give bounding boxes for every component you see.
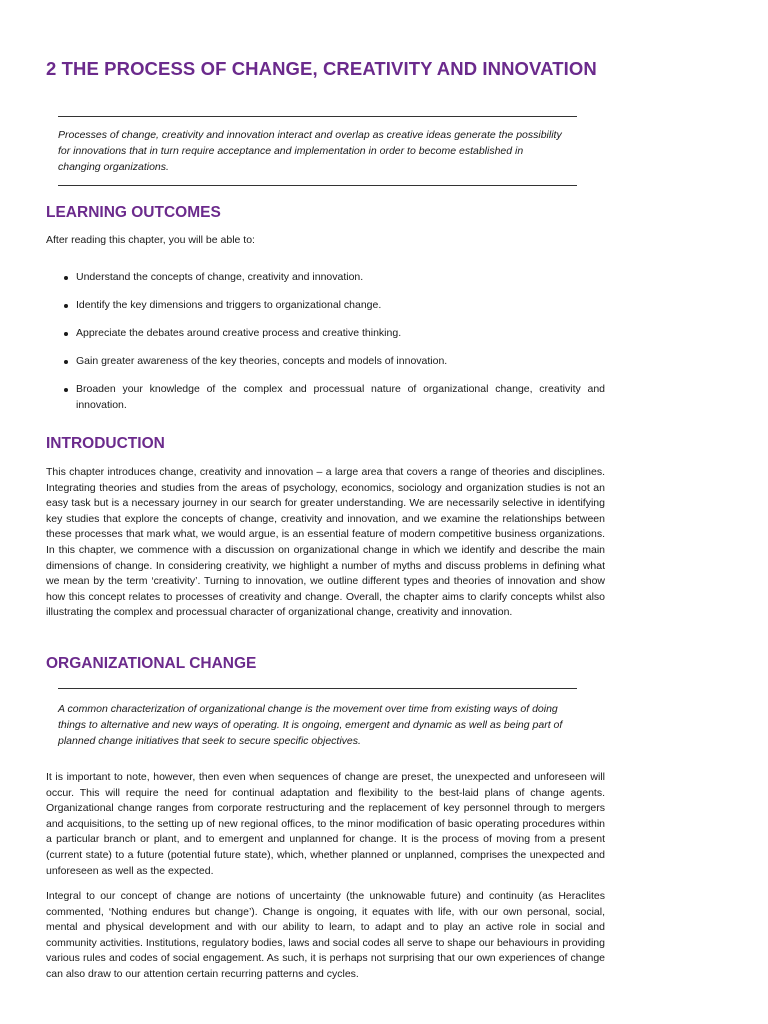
organizational-change-paragraph-1: It is important to note, however, then even when sequences of change are preset, the unexpected and unforeseen will occur. This will require the need for continual adaptation and flexibility to the best-laid plans of change agents. Organizational change ranges from corporate restructuring and the replacement of key personnel through to mergers and acquisitions, to the setting up of new regional offices, to the minor modification of basic operating procedures within a particular branch or plant, and to emergent and unplanned for change. It is the process of moving from a present (current state) to a future (potential future state), which, whether planned or unplanned, comprises the unexpected and unforeseen as well as the expected. [46,771,605,877]
learning-outcomes-intro: After reading this chapter, you will be able to: [46,234,255,246]
definition-rule [58,688,577,689]
introduction-paragraph: This chapter introduces change, creativity and innovation – a large area that covers a range of theories and disciplines. Integrating theories and studies from the areas of psychology, economics, sociology and organization studies is not an easy task but is a necessary journey in our search for greater understanding. We are necessarily selective in identifying key studies that explore the concepts of change, creativity and innovation, and we examine the relationships between these processes that mark what, we would argue, is an essential feature of modern competitive business organizations. In this chapter, we commence with a discussion on organizational change in which we identify and describe the main dimensions of change. In considering creativity, we highlight a number of myths and discuss problems in defining what we mean by the term ‘creativity’. Turning to innovation, we outline different types and theories of innovation and show how this concept relates to processes of creativity and change. Overall, the chapter aims to clarify concepts whilst also illustrating the complex and processual character of organizational change, creativity and innovation. [46,466,605,619]
introduction-heading: INTRODUCTION [46,435,165,452]
list-item: Broaden your knowledge of the complex and processual nature of organizational change, creativity and innovation. [46,382,605,413]
abstract-top-rule [58,116,577,117]
list-item: Identify the key dimensions and triggers to organizational change. [46,298,605,314]
list-item: Appreciate the debates around creative process and creative thinking. [46,326,605,342]
learning-outcomes-heading: LEARNING OUTCOMES [46,204,221,221]
list-item: Gain greater awareness of the key theories, concepts and models of innovation. [46,354,605,370]
organizational-change-heading: ORGANIZATIONAL CHANGE [46,655,257,672]
chapter-abstract: Processes of change, creativity and innovation interact and overlap as creative ideas generate the possibility for innovations that in turn require acceptance and implementation in order to become established in changing organizations. [58,129,562,173]
organizational-change-paragraph-2: Integral to our concept of change are notions of uncertainty (the unknowable future) and continuity (as Heraclites commented, ‘Nothing endures but change’). Change is ongoing, it equates with life, with our own personal, social, mental and physical development and with our ability to learn, to adapt and to play an active role in social and community activities. Institutions, regulatory bodies, laws and social codes all serve to shape our behaviours in providing various rules and codes of social engagement. As such, it is perhaps not surprising that our own experiences of change can also draw to our attention certain recurring patterns and cycles. [46,890,605,980]
list-item: Understand the concepts of change, creativity and innovation. [46,270,605,286]
organizational-change-definition: A common characterization of organizational change is the movement over time from existing ways of doing things to alternative and new ways of operating. It is ongoing, emergent and dynamic as well as being part of planned change initiatives that seek to secure specific objectives. [58,703,563,747]
learning-outcomes-list [46,270,605,426]
chapter-title: 2 THE PROCESS OF CHANGE, CREATIVITY AND INNOVATION [46,58,597,79]
abstract-bottom-rule [58,185,577,186]
